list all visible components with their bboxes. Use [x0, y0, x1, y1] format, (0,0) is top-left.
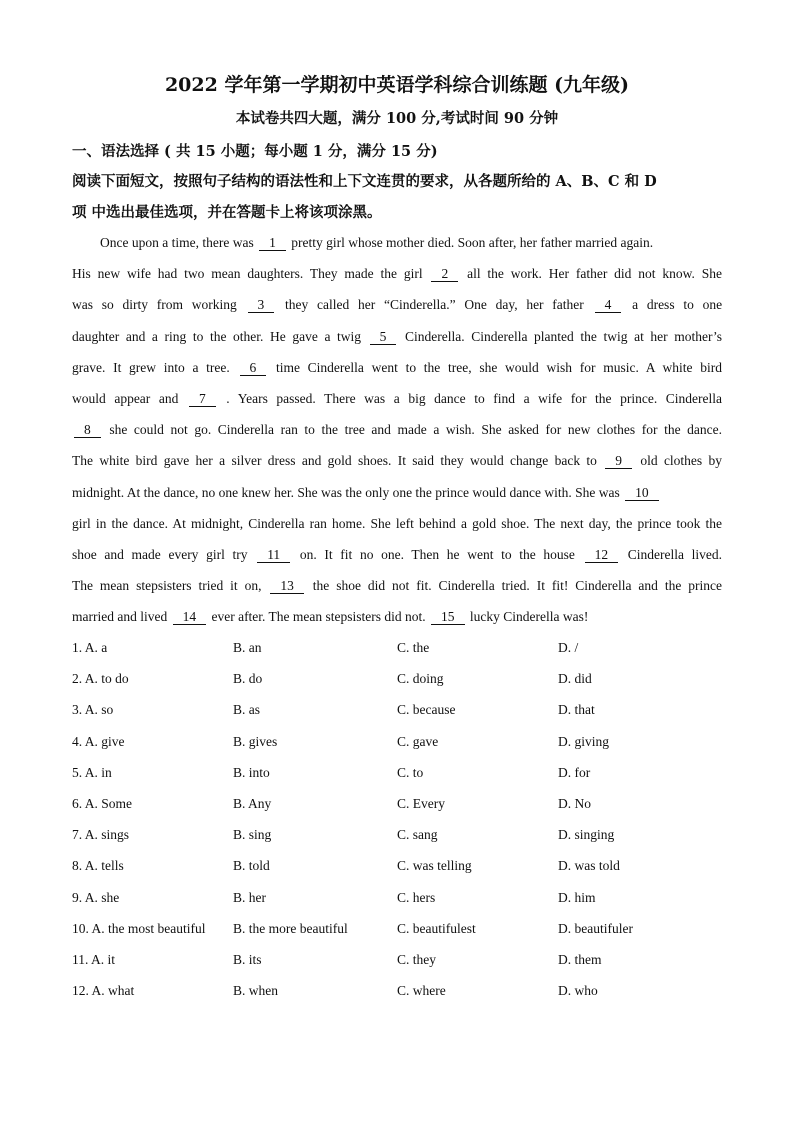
answer-blank: 13	[270, 578, 304, 594]
passage-text: on. It fit no one. Then he went to the house	[299, 547, 575, 562]
option-a: 11. A. it	[72, 952, 116, 967]
exam-subtitle: 本试卷共四大题，满分 100 分,考试时间 90 分钟	[235, 110, 559, 127]
answer-blank: 8	[74, 422, 101, 438]
option-d: D. did	[558, 671, 592, 687]
instruction-line: 项 中选出最佳选项，并在答题卡上将该项涂黑。	[72, 204, 382, 221]
passage-text: all the work. Her father did not know. She	[467, 266, 722, 282]
option-b: B. do	[233, 671, 263, 687]
answer-blank: 7	[189, 391, 216, 407]
passage-line	[72, 513, 722, 535]
option-d: D. No	[558, 796, 591, 811]
option-b: B. Any	[233, 796, 272, 811]
option-c: C. to	[397, 764, 424, 780]
option-b: B. into	[233, 764, 270, 780]
passage-text: Cinderella lived.	[627, 547, 723, 562]
question-options-row	[72, 918, 732, 940]
option-b: B. its	[233, 952, 262, 967]
option-a: 5. A. in	[72, 764, 112, 780]
passage-line	[72, 606, 722, 628]
passage-text: was so dirty from working	[72, 297, 237, 313]
option-a: 7. A. sings	[72, 827, 130, 843]
question-options-row	[72, 637, 732, 659]
option-b: B. told	[233, 858, 270, 874]
answer-blank: 12	[585, 547, 619, 563]
option-b: B. sing	[233, 827, 272, 843]
option-b: B. as	[233, 702, 260, 718]
question-options-row	[72, 793, 732, 815]
question-options-row	[72, 887, 732, 909]
question-options-row	[72, 762, 732, 784]
option-c: C. the	[397, 640, 430, 655]
passage-line	[72, 263, 722, 285]
question-options-row	[72, 824, 732, 846]
option-d: D. him	[558, 889, 596, 905]
passage-line	[72, 544, 722, 566]
passage-text: lucky Cinderella was!	[469, 609, 589, 625]
passage-line	[72, 357, 722, 379]
answer-blank: 11	[257, 547, 290, 563]
answer-blank: 6	[240, 360, 267, 376]
passage-line	[72, 450, 722, 472]
page-title: 2022 学年第一学期初中英语学科综合训练题 (九年级)	[164, 74, 630, 96]
answer-blank: 2	[431, 266, 458, 282]
option-c: C. hers	[397, 889, 436, 905]
option-d: D. singing	[558, 827, 615, 843]
section-heading: 一、语法选择 ( 共 15 小题；每小题 1 分，满分 15 分)	[72, 143, 438, 160]
option-d: D. that	[558, 702, 595, 718]
answer-blank: 4	[595, 297, 622, 313]
option-d: D. giving	[558, 733, 610, 749]
option-c: C. they	[397, 952, 436, 967]
option-b: B. the more beautiful	[233, 920, 348, 936]
passage-line	[100, 232, 722, 254]
option-b: B. her	[233, 889, 266, 905]
passage-text: . Years passed. There was a big dance to find a wife for the prince. Cinderella	[226, 391, 723, 406]
option-c: C. was telling	[397, 858, 472, 874]
option-a: 2. A. to do	[72, 671, 129, 687]
passage-text: The mean stepsisters tried it on,	[72, 578, 262, 594]
passage-line	[72, 575, 722, 597]
option-b: B. when	[233, 983, 278, 999]
passage-text: married and lived	[72, 609, 168, 625]
answer-blank: 3	[248, 297, 275, 313]
option-a: 6. A. Some	[72, 796, 133, 811]
option-a: 12. A. what	[72, 983, 135, 999]
option-c: C. gave	[397, 733, 439, 749]
answer-blank: 10	[625, 485, 659, 501]
option-c: C. Every	[397, 796, 445, 811]
passage-text: daughter and a ring to the other. He gave a twig	[72, 328, 362, 344]
option-d: D. beautifuler	[558, 920, 633, 936]
passage-text: midnight. At the dance, no one knew her. She was the only one the prince would dance with. She was	[72, 484, 620, 500]
passage-text: Cinderella. Cinderella planted the twig at her mother’s	[405, 328, 723, 344]
option-a: 8. A. tells	[72, 858, 124, 874]
answer-blank: 9	[605, 453, 632, 469]
passage-text: they called her “Cinderella.” One day, her father	[285, 297, 584, 313]
option-c: C. doing	[397, 671, 444, 687]
passage-text: Once upon a time, there was	[100, 235, 254, 250]
passage-text: ever after. The mean stepsisters did not.	[211, 609, 426, 625]
option-b: B. an	[233, 640, 262, 655]
answer-blank: 15	[431, 609, 465, 625]
question-options-row	[72, 731, 732, 753]
question-options-row	[72, 668, 732, 690]
option-d: D. who	[558, 983, 598, 999]
passage-line	[72, 388, 722, 410]
option-d: D. for	[558, 764, 591, 780]
question-options-row	[72, 699, 732, 721]
passage-text: would appear and	[72, 391, 179, 406]
option-c: C. because	[397, 702, 456, 718]
question-options-row	[72, 949, 732, 971]
question-options-row	[72, 980, 732, 1002]
option-a: 9. A. she	[72, 889, 120, 905]
passage-line	[72, 419, 722, 441]
passage-text: girl in the dance. At midnight, Cinderella ran home. She left behind a gold shoe. The next day, the prince took the	[72, 515, 722, 531]
option-a: 10. A. the most beautiful	[72, 920, 206, 936]
question-options-row	[72, 855, 732, 877]
option-c: C. where	[397, 983, 446, 999]
option-d: D. was told	[558, 858, 620, 874]
passage-line	[72, 326, 722, 348]
option-a: 3. A. so	[72, 702, 114, 718]
passage-line	[72, 294, 722, 316]
passage-text: the shoe did not fit. Cinderella tried. It fit! Cinderella and the prince	[312, 578, 722, 594]
passage-text: shoe and made every girl try	[72, 547, 248, 562]
answer-blank: 5	[370, 329, 397, 345]
passage-text: time Cinderella went to the tree, she would wish for music. A white bird	[275, 359, 722, 375]
option-d: D. /	[558, 640, 579, 655]
option-a: 1. A. a	[72, 640, 108, 655]
passage-text: The white bird gave her a silver dress and gold shoes. It said they would change back to	[72, 453, 597, 469]
option-a: 4. A. give	[72, 733, 125, 749]
answer-blank: 14	[173, 609, 207, 625]
passage-text: His new wife had two mean daughters. They made the girl	[72, 266, 423, 282]
option-c: C. sang	[397, 827, 438, 843]
option-c: C. beautifulest	[397, 920, 476, 936]
option-b: B. gives	[233, 733, 278, 749]
passage-text: a dress to one	[632, 297, 723, 313]
passage-text: old clothes by	[640, 453, 723, 469]
option-d: D. them	[558, 952, 602, 967]
passage-text: pretty girl whose mother died. Soon after, her father married again.	[291, 235, 654, 250]
passage-text: she could not go. Cinderella ran to the tree and made a wish. She asked for new clothes for the dance.	[109, 422, 722, 438]
answer-blank: 1	[259, 235, 286, 251]
instruction-line: 阅读下面短文，按照句子结构的语法性和上下文连贯的要求，从各题所给的 A、B、C 和 D	[72, 173, 657, 190]
passage-line	[72, 482, 722, 504]
passage-text: grave. It grew into a tree.	[72, 359, 230, 375]
